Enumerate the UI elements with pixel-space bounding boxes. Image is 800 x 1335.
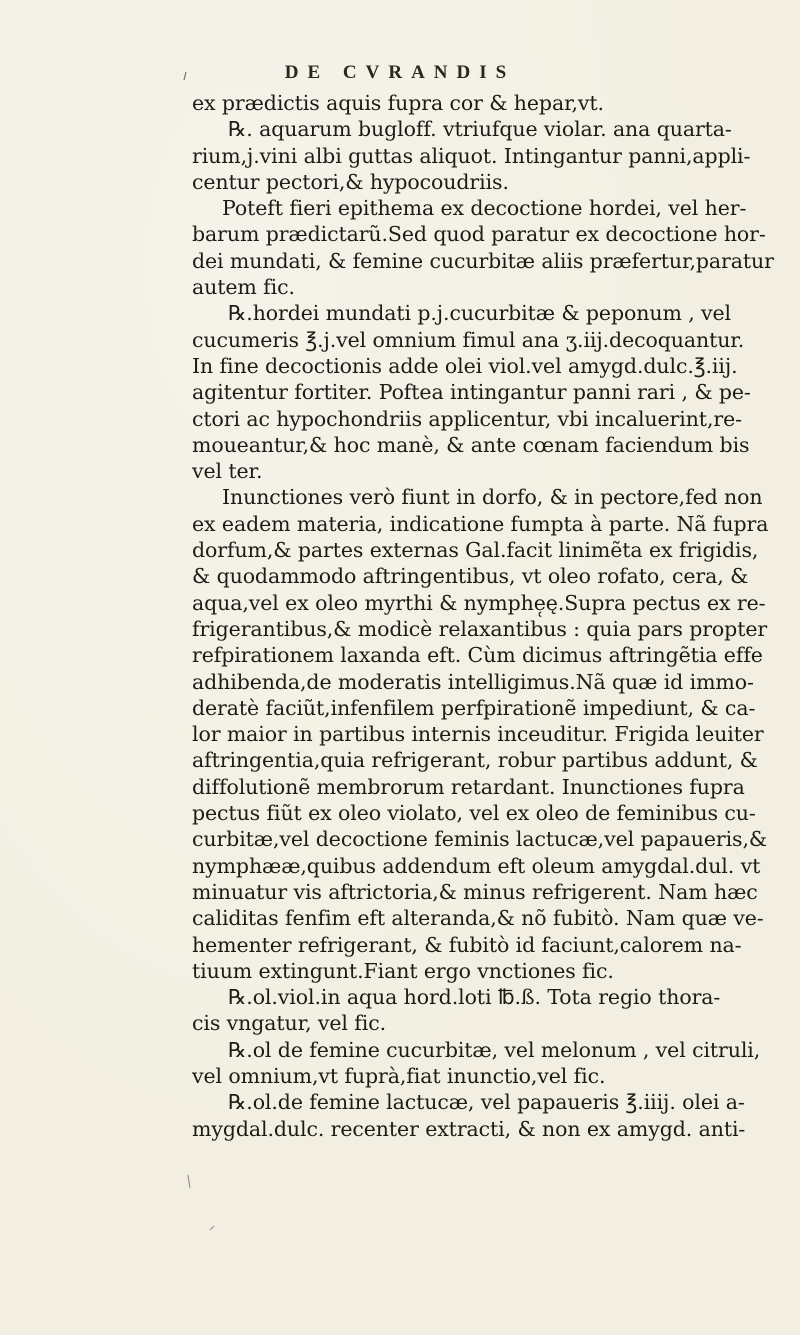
text-line: mygdal.dulc. recenter extracti, & non ex amygd. anti- (192, 1116, 746, 1141)
text-line: vel omnium,vt fuprà,fiat inunctio,vel fic. (192, 1063, 606, 1088)
text-line: vel ter. (192, 459, 263, 484)
text-line: ℞.ol.de femine lactucæ, vel papaueris ℥.iiij. olei a- (228, 1090, 745, 1115)
text-line: ℞.hordei mundati p.j.cucurbitæ & peponum , vel (228, 301, 731, 326)
text-line: diffolutionẽ membrorum retardant. Inunctiones fupra (192, 774, 745, 799)
text-line: adhibenda,de moderatis intelligimus.Nã quæ id immo- (192, 669, 754, 694)
text-line: cis vngatur, vel fic. (192, 1011, 387, 1036)
text-block (192, 90, 774, 1142)
text-line: ctori ac hypochondriis applicentur, vbi incaluerint,re- (192, 406, 742, 431)
text-line: aftringentia,quia refrigerant, robur partibus addunt, & (192, 748, 758, 773)
text-line: dorfum,& partes externas Gal.facit linimẽta ex frigidis, (192, 538, 759, 563)
text-line: ℞.ol.viol.in aqua hord.loti ℔.ß. Tota regio thora- (228, 985, 721, 1010)
text-line: frigerantibus,& modicè relaxantibus : quia pars propter (192, 616, 768, 641)
text-line: Poteft fieri epithema ex decoctione hordei, vel her- (222, 196, 747, 221)
text-line: tiuum extingunt.Fiant ergo vnctiones fic. (192, 958, 614, 983)
text-line: centur pectori,& hypocoudriis. (192, 169, 509, 194)
text-line: aqua,vel ex oleo myrthi & nymphe̜ę.Supra pectus ex re- (192, 590, 766, 615)
text-line: hementer refrigerant, & fubitò id faciunt,calorem na- (192, 932, 742, 957)
text-line: nymphææ,quibus addendum eft oleum amygdal.dul. vt (192, 853, 761, 878)
text-line: moueantur,& hoc manè, & ante cœnam faciendum bis (192, 432, 750, 457)
text-line: agitentur fortiter. Poftea intingantur panni rari , & pe- (192, 380, 751, 405)
text-line: ℞.ol de femine cucurbitæ, vel melonum , vel citruli, (228, 1037, 761, 1062)
text-line: ex eadem materia, indicatione fumpta à parte. Nã fupra (192, 511, 769, 536)
text-line: barum prædictarũ.Sed quod paratur ex decoctione hor- (192, 222, 766, 247)
text-line: cucumeris ℥.j.vel omnium fimul ana ʒ.iij.decoquantur. (192, 327, 745, 352)
bottom-scratch-mark (188, 1175, 190, 1188)
text-line: autem fic. (192, 275, 295, 300)
text-line: curbitæ,vel decoctione feminis lactucæ,vel papaueris,& (192, 827, 768, 852)
text-line: refpirationem laxanda eft. Cùm dicimus aftringẽtia effe (192, 643, 763, 668)
text-line: deratè faciũt,infenfilem perfpirationẽ impediunt, & ca- (192, 695, 756, 720)
text-line: & quodammodo aftringentibus, vt oleo rofato, cera, & (192, 564, 749, 589)
text-line: ℞. aquarum bugloff. vtriufque violar. ana quarta- (228, 117, 732, 142)
text-line: Inunctiones verò fiunt in dorfo, & in pectore,fed non (222, 485, 763, 510)
text-line: caliditas fenfim eft alteranda,& nõ fubitò. Nam quæ ve- (192, 906, 764, 931)
text-line: lor maior in partibus internis inceuditur. Frigida leuiter (192, 722, 764, 747)
text-line: rium,j.vini albi guttas aliquot. Intingantur panni,appli- (192, 143, 751, 168)
text-line: ex prædictis aquis fupra cor & hepar,vt. (192, 91, 604, 115)
text-line: pectus fiũt ex oleo violato, vel ex oleo de feminibus cu- (192, 801, 756, 826)
running-head: DE CVRANDIS (284, 62, 516, 83)
bottom-dot-mark (210, 1226, 214, 1230)
text-line: In fine decoctionis adde olei viol.vel amygd.dulc.℥.iij. (192, 353, 738, 378)
text-line: minuatur vis aftrictoria,& minus refrigerent. Nam hæc (192, 879, 758, 904)
text-line: dei mundati, & femine cucurbitæ aliis præfertur,paratur (192, 248, 774, 273)
